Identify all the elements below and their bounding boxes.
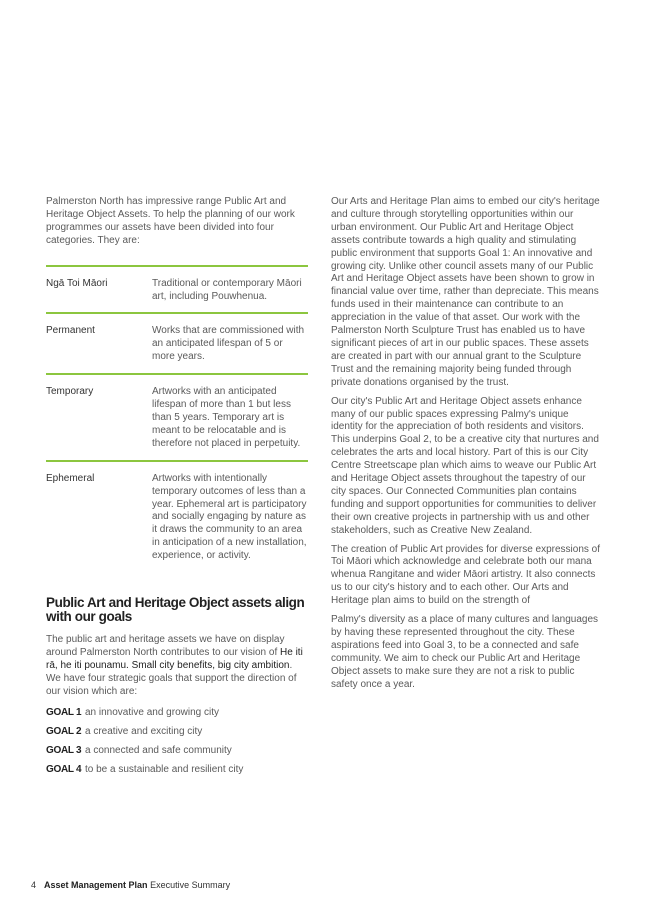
document-title: Asset Management Plan xyxy=(44,880,148,890)
body-paragraph: Palmy's diversity as a place of many cultures and languages by having these represented throughout the city. These aspirations feed into Goal 3, to be a connected and safe community. We aim to check our Public Art and Heritage Object assets to make sure they are not a risk to public safety once a year. xyxy=(331,614,599,690)
goal-label: GOAL 4 xyxy=(46,763,82,775)
page-number: 4 xyxy=(31,880,37,890)
goal-label: GOAL 3 xyxy=(46,744,82,756)
goal-label: GOAL 2 xyxy=(46,725,82,737)
goal-label: GOAL 1 xyxy=(46,706,82,718)
goal-item xyxy=(46,707,308,719)
category-term: Permanent xyxy=(46,325,95,337)
body-paragraph: The creation of Public Art provides for diverse expressions of Toi Māori which acknowledge and celebrate both our mana whenua Rangitane and wider Māori artistry. It also connects us to our city's history and to each other. Our Arts and Heritage plan aims to build on the strength of xyxy=(331,543,601,607)
vision-text: The public art and heritage assets we have on display around Palmerston North contributes to our vision of xyxy=(46,634,285,658)
vision-statement: He iti rā, he iti pounamu. Small city benefits, big city ambition xyxy=(46,646,303,671)
goal-text: an innovative and growing city xyxy=(85,706,219,718)
goal-item xyxy=(46,726,308,738)
body-paragraph: Our Arts and Heritage Plan aims to embed our city's heritage and culture through storytelling opportunities within our urban environment. Our Public Art and Heritage Object assets contribute towards a high quality and stimulating public environment that supports Goal 1: An innovative and growing city. Unlike other council assets many of our Public Art and Heritage Object assets have been shown to grow in financial value over time, rather than depreciate. This means funds used in their maintenance can contribute to an appreciation in the value of that asset. Our work with the Palmerston North Sculpture Trust has enabled us to have significant pieces of art in our public spaces. These assets are created in part with our annual grant to the Sculpture Trust and the remaining majority being funded through private donations organised by the trust. xyxy=(331,196,600,388)
category-definition: Artworks with intentionally temporary outcomes of less than a year. Ephemeral art is participatory and socially engaging by nature as it draws the community to an area in anticipation of a new installation, experience, or activity. xyxy=(152,472,307,562)
goal-text: a creative and exciting city xyxy=(85,725,203,737)
document-subtitle: Executive Summary xyxy=(150,880,231,890)
category-table xyxy=(46,265,308,572)
section-heading: Public Art and Heritage Object assets align with our goals xyxy=(46,595,305,625)
category-term: Temporary xyxy=(46,386,94,398)
right-column xyxy=(331,196,601,698)
vision-paragraph xyxy=(46,634,308,699)
category-definition: Traditional or contemporary Māori art, including Pouwhenua. xyxy=(152,277,302,302)
body-paragraph: Our city's Public Art and Heritage Object assets enhance many of our public spaces expressing Palmy's unique identity for the appreciation of both residents and visitors. This underpins Goal 2, to be a creative city that nurtures and celebrates the arts and local history. Part of this is our City Centre Streetscape plan which aims to weave our Public Art and Heritage Object assets throughout the tapestry of our city spaces. Our Connected Communities plan contains funding and support opportunities for communities to deliver their own creative projects in partnership with us and other stakeholders, such as Creative New Zealand. xyxy=(331,395,599,536)
category-row xyxy=(46,462,308,572)
category-term: Ngā Toi Māori xyxy=(46,277,108,289)
goal-text: a connected and safe community xyxy=(85,744,232,756)
vision-text-end: . We have four strategic goals that support the direction of our vision which are: xyxy=(46,659,297,697)
category-row xyxy=(46,267,308,315)
goal-text: to be a sustainable and resilient city xyxy=(85,763,244,775)
category-row xyxy=(46,314,308,375)
goal-item xyxy=(46,764,308,776)
category-term: Ephemeral xyxy=(46,472,95,484)
goal-item xyxy=(46,745,308,757)
category-definition: Artworks with an anticipated lifespan of more than 1 but less than 5 years. Temporary art is meant to be relocatable and is therefore not placed in perpetuity. xyxy=(152,386,301,449)
left-column xyxy=(46,196,308,783)
goals-list xyxy=(46,707,308,776)
page-footer xyxy=(31,880,230,890)
category-row xyxy=(46,375,308,462)
intro-paragraph: Palmerston North has impressive range Public Art and Heritage Object Assets. To help the planning of our work programmes our assets have been divided into four categories. They are: xyxy=(46,196,295,246)
category-definition: Works that are commissioned with an anticipated lifespan of 5 or more years. xyxy=(152,325,305,363)
